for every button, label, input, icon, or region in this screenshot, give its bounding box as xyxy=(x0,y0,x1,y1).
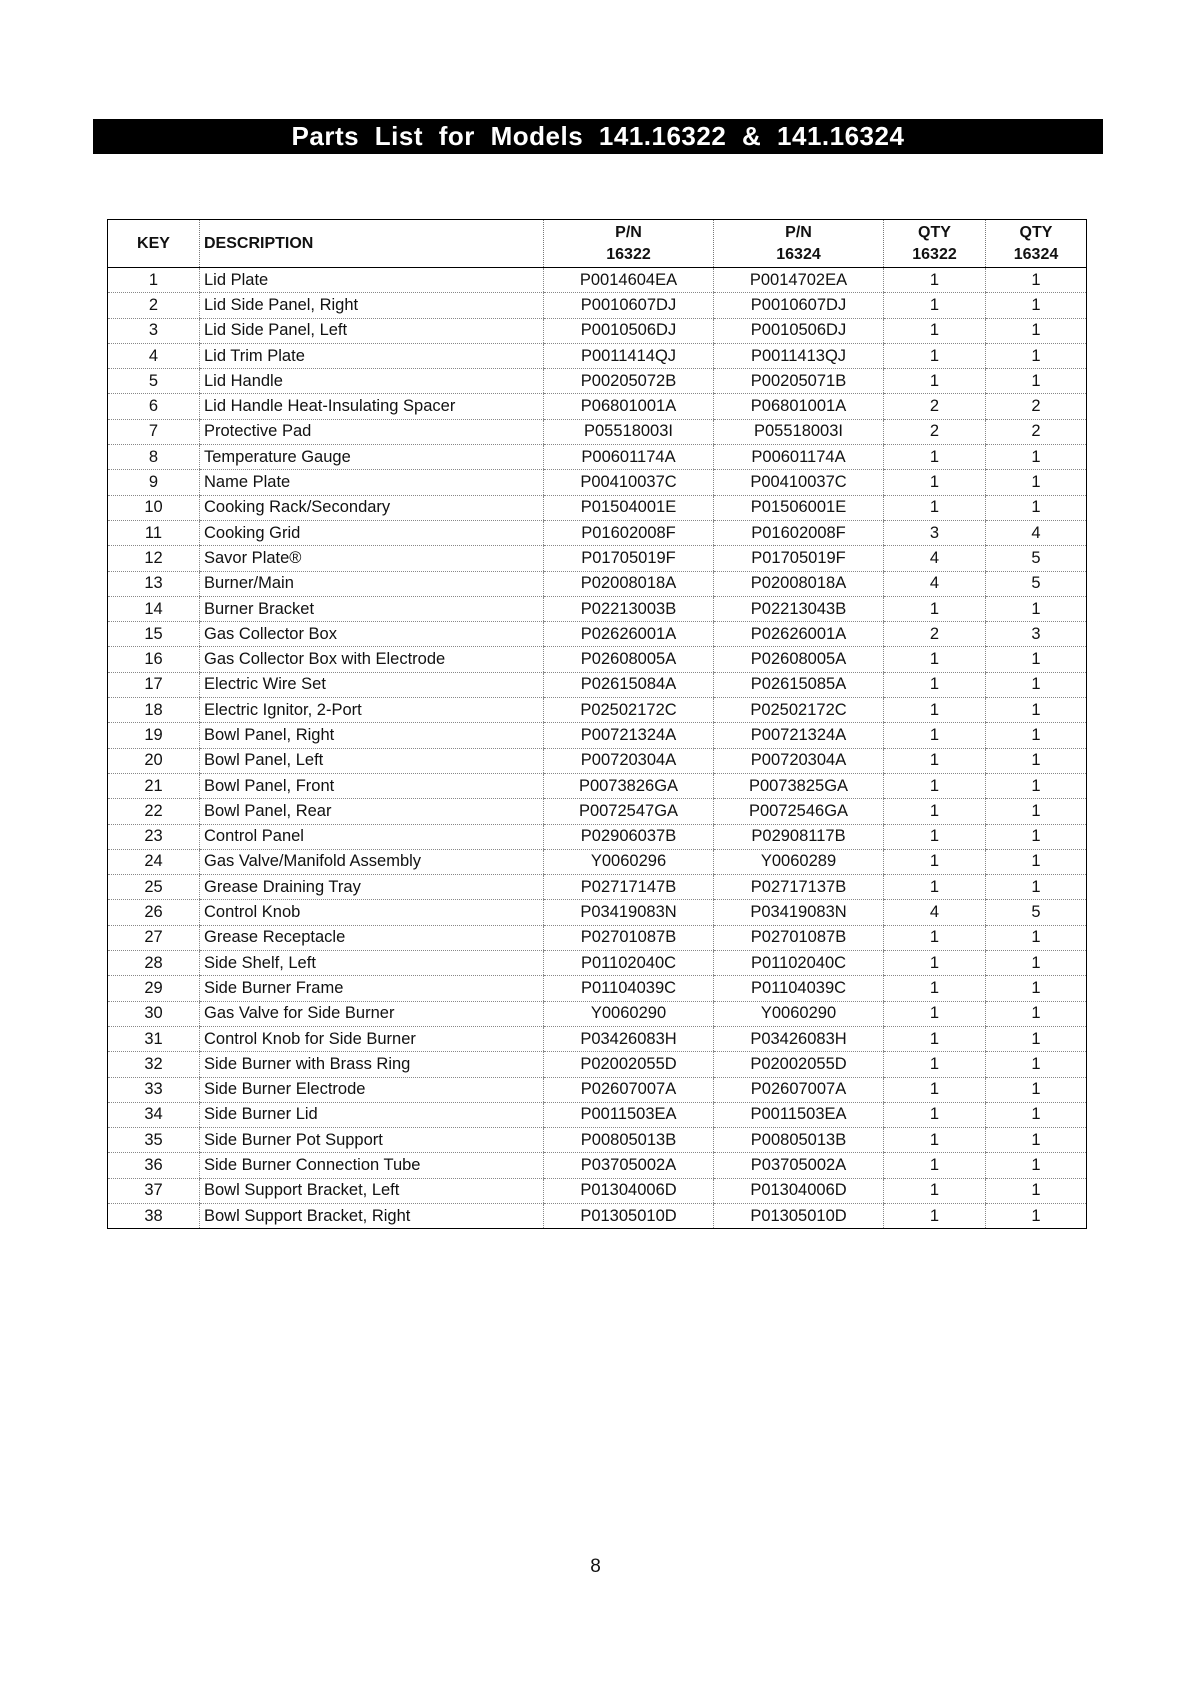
cell-qty-16324: 1 xyxy=(986,293,1087,318)
table-row xyxy=(108,672,1087,697)
cell-description: Lid Handle Heat-Insulating Spacer xyxy=(200,394,544,419)
cell-pn-16322: P01305010D xyxy=(544,1203,714,1228)
cell-qty-16324: 5 xyxy=(986,571,1087,596)
cell-pn-16322: P01102040C xyxy=(544,951,714,976)
cell-key: 22 xyxy=(108,799,200,824)
table-row xyxy=(108,445,1087,470)
cell-pn-16322: P00205072B xyxy=(544,369,714,394)
cell-qty-16322: 1 xyxy=(884,470,986,495)
cell-qty-16322: 1 xyxy=(884,925,986,950)
table-row xyxy=(108,596,1087,621)
table-row xyxy=(108,799,1087,824)
cell-qty-16324: 1 xyxy=(986,951,1087,976)
cell-qty-16322: 1 xyxy=(884,318,986,343)
cell-pn-16324: P01705019F xyxy=(714,546,884,571)
cell-pn-16322: P00720304A xyxy=(544,748,714,773)
cell-qty-16322: 1 xyxy=(884,1052,986,1077)
cell-description: Lid Side Panel, Right xyxy=(200,293,544,318)
cell-key: 34 xyxy=(108,1102,200,1127)
cell-pn-16324: P01102040C xyxy=(714,951,884,976)
cell-pn-16324: P00410037C xyxy=(714,470,884,495)
cell-qty-16324: 2 xyxy=(986,419,1087,444)
cell-pn-16322: P0014604EA xyxy=(544,268,714,293)
table-row xyxy=(108,647,1087,672)
cell-qty-16324: 1 xyxy=(986,1178,1087,1203)
cell-pn-16322: P02608005A xyxy=(544,647,714,672)
cell-key: 27 xyxy=(108,925,200,950)
cell-pn-16324: P0072546GA xyxy=(714,799,884,824)
cell-key: 1 xyxy=(108,268,200,293)
header-pn-16322-bottom: 16322 xyxy=(606,245,651,263)
cell-qty-16322: 1 xyxy=(884,824,986,849)
cell-description: Control Panel xyxy=(200,824,544,849)
table-row xyxy=(108,369,1087,394)
header-pn-16322 xyxy=(544,220,714,268)
cell-qty-16322: 4 xyxy=(884,571,986,596)
cell-description: Gas Valve for Side Burner xyxy=(200,1001,544,1026)
cell-pn-16324: P01602008F xyxy=(714,520,884,545)
table-row xyxy=(108,419,1087,444)
table-row xyxy=(108,1153,1087,1178)
cell-qty-16324: 4 xyxy=(986,520,1087,545)
cell-qty-16324: 1 xyxy=(986,748,1087,773)
table-row xyxy=(108,268,1087,293)
cell-description: Gas Collector Box xyxy=(200,622,544,647)
cell-pn-16322: P01504001E xyxy=(544,495,714,520)
cell-key: 29 xyxy=(108,976,200,1001)
cell-pn-16322: P01104039C xyxy=(544,976,714,1001)
table-row xyxy=(108,723,1087,748)
table-row xyxy=(108,976,1087,1001)
cell-pn-16322: P02502172C xyxy=(544,698,714,723)
cell-pn-16324: P01506001E xyxy=(714,495,884,520)
cell-qty-16324: 1 xyxy=(986,495,1087,520)
cell-description: Cooking Rack/Secondary xyxy=(200,495,544,520)
table-row xyxy=(108,1052,1087,1077)
cell-key: 37 xyxy=(108,1178,200,1203)
cell-key: 18 xyxy=(108,698,200,723)
cell-pn-16324: P02607007A xyxy=(714,1077,884,1102)
cell-qty-16322: 2 xyxy=(884,419,986,444)
table-row xyxy=(108,546,1087,571)
table-row xyxy=(108,1077,1087,1102)
cell-qty-16322: 1 xyxy=(884,976,986,1001)
cell-description: Lid Plate xyxy=(200,268,544,293)
cell-pn-16324: P02615085A xyxy=(714,672,884,697)
cell-key: 26 xyxy=(108,900,200,925)
cell-key: 6 xyxy=(108,394,200,419)
cell-pn-16322: P01602008F xyxy=(544,520,714,545)
cell-qty-16324: 1 xyxy=(986,698,1087,723)
cell-description: Name Plate xyxy=(200,470,544,495)
cell-qty-16324: 1 xyxy=(986,976,1087,1001)
cell-qty-16324: 1 xyxy=(986,1102,1087,1127)
cell-qty-16322: 1 xyxy=(884,951,986,976)
cell-qty-16322: 1 xyxy=(884,1128,986,1153)
cell-qty-16324: 1 xyxy=(986,343,1087,368)
cell-qty-16324: 2 xyxy=(986,394,1087,419)
table-header-row xyxy=(108,220,1087,268)
cell-pn-16322: P00601174A xyxy=(544,445,714,470)
cell-description: Side Burner Electrode xyxy=(200,1077,544,1102)
cell-key: 36 xyxy=(108,1153,200,1178)
header-qty-16322-bottom: 16322 xyxy=(912,245,957,263)
table-row xyxy=(108,925,1087,950)
cell-pn-16324: P03705002A xyxy=(714,1153,884,1178)
cell-description: Burner Bracket xyxy=(200,596,544,621)
table-row xyxy=(108,1128,1087,1153)
cell-qty-16322: 1 xyxy=(884,1203,986,1228)
cell-pn-16324: P0011503EA xyxy=(714,1102,884,1127)
cell-pn-16322: P03426083H xyxy=(544,1026,714,1051)
table-row xyxy=(108,622,1087,647)
table-row xyxy=(108,1102,1087,1127)
table-row xyxy=(108,698,1087,723)
cell-qty-16324: 1 xyxy=(986,369,1087,394)
header-pn-16324-top: P/N xyxy=(785,223,812,241)
cell-key: 12 xyxy=(108,546,200,571)
cell-key: 10 xyxy=(108,495,200,520)
cell-pn-16324: P02502172C xyxy=(714,698,884,723)
cell-qty-16324: 3 xyxy=(986,622,1087,647)
cell-pn-16322: P02717147B xyxy=(544,875,714,900)
cell-pn-16324: P02908117B xyxy=(714,824,884,849)
cell-key: 21 xyxy=(108,773,200,798)
cell-pn-16324: P0010607DJ xyxy=(714,293,884,318)
cell-pn-16322: P02615084A xyxy=(544,672,714,697)
parts-table-body xyxy=(108,268,1087,1229)
cell-qty-16322: 1 xyxy=(884,723,986,748)
table-row xyxy=(108,470,1087,495)
cell-key: 15 xyxy=(108,622,200,647)
cell-pn-16322: P05518003I xyxy=(544,419,714,444)
cell-description: Gas Valve/Manifold Assembly xyxy=(200,849,544,874)
cell-qty-16324: 1 xyxy=(986,1153,1087,1178)
page-number: 8 xyxy=(590,1556,601,1577)
cell-key: 23 xyxy=(108,824,200,849)
cell-key: 2 xyxy=(108,293,200,318)
table-row xyxy=(108,849,1087,874)
cell-pn-16324: P05518003I xyxy=(714,419,884,444)
cell-qty-16324: 1 xyxy=(986,1077,1087,1102)
cell-description: Electric Ignitor, 2-Port xyxy=(200,698,544,723)
cell-qty-16322: 1 xyxy=(884,748,986,773)
cell-key: 16 xyxy=(108,647,200,672)
cell-pn-16322: P03705002A xyxy=(544,1153,714,1178)
cell-pn-16324: P03419083N xyxy=(714,900,884,925)
cell-key: 13 xyxy=(108,571,200,596)
cell-key: 32 xyxy=(108,1052,200,1077)
cell-pn-16324: P03426083H xyxy=(714,1026,884,1051)
cell-pn-16322: P02213003B xyxy=(544,596,714,621)
cell-qty-16322: 1 xyxy=(884,1001,986,1026)
cell-qty-16324: 5 xyxy=(986,900,1087,925)
cell-pn-16322: P06801001A xyxy=(544,394,714,419)
cell-pn-16322: P00410037C xyxy=(544,470,714,495)
cell-qty-16324: 1 xyxy=(986,672,1087,697)
table-row xyxy=(108,900,1087,925)
table-row xyxy=(108,571,1087,596)
cell-pn-16324: P00720304A xyxy=(714,748,884,773)
cell-qty-16324: 1 xyxy=(986,799,1087,824)
cell-pn-16322: P02906037B xyxy=(544,824,714,849)
cell-description: Grease Draining Tray xyxy=(200,875,544,900)
cell-pn-16324: P0011413QJ xyxy=(714,343,884,368)
cell-description: Lid Trim Plate xyxy=(200,343,544,368)
header-qty-16324-bottom: 16324 xyxy=(1013,245,1059,263)
cell-description: Gas Collector Box with Electrode xyxy=(200,647,544,672)
cell-qty-16322: 1 xyxy=(884,495,986,520)
table-row xyxy=(108,748,1087,773)
cell-pn-16324: P00805013B xyxy=(714,1128,884,1153)
cell-qty-16322: 1 xyxy=(884,1102,986,1127)
table-row xyxy=(108,1178,1087,1203)
cell-key: 19 xyxy=(108,723,200,748)
cell-qty-16324: 1 xyxy=(986,445,1087,470)
cell-qty-16322: 1 xyxy=(884,799,986,824)
cell-description: Protective Pad xyxy=(200,419,544,444)
cell-key: 11 xyxy=(108,520,200,545)
cell-description: Side Burner with Brass Ring xyxy=(200,1052,544,1077)
cell-qty-16322: 1 xyxy=(884,698,986,723)
cell-pn-16322: P02701087B xyxy=(544,925,714,950)
cell-pn-16322: P0073826GA xyxy=(544,773,714,798)
cell-pn-16324: P02701087B xyxy=(714,925,884,950)
cell-key: 7 xyxy=(108,419,200,444)
cell-qty-16324: 1 xyxy=(986,849,1087,874)
cell-qty-16324: 1 xyxy=(986,470,1087,495)
table-row xyxy=(108,773,1087,798)
header-pn-16324 xyxy=(714,220,884,268)
cell-description: Control Knob for Side Burner xyxy=(200,1026,544,1051)
cell-description: Bowl Support Bracket, Left xyxy=(200,1178,544,1203)
cell-qty-16322: 1 xyxy=(884,445,986,470)
cell-pn-16324: P02608005A xyxy=(714,647,884,672)
header-pn-16322-top: P/N xyxy=(615,223,642,241)
cell-key: 24 xyxy=(108,849,200,874)
cell-key: 31 xyxy=(108,1026,200,1051)
cell-qty-16324: 1 xyxy=(986,1128,1087,1153)
table-row xyxy=(108,951,1087,976)
cell-description: Bowl Panel, Left xyxy=(200,748,544,773)
cell-pn-16322: P0011414QJ xyxy=(544,343,714,368)
cell-key: 30 xyxy=(108,1001,200,1026)
cell-qty-16322: 1 xyxy=(884,849,986,874)
cell-pn-16324: P00601174A xyxy=(714,445,884,470)
cell-pn-16324: P02002055D xyxy=(714,1052,884,1077)
parts-table xyxy=(107,219,1087,1229)
cell-description: Cooking Grid xyxy=(200,520,544,545)
cell-qty-16322: 1 xyxy=(884,1077,986,1102)
cell-pn-16322: P0010607DJ xyxy=(544,293,714,318)
table-row xyxy=(108,520,1087,545)
header-key: KEY xyxy=(108,220,200,268)
cell-pn-16324: Y0060289 xyxy=(714,849,884,874)
cell-pn-16322: P02008018A xyxy=(544,571,714,596)
cell-key: 14 xyxy=(108,596,200,621)
table-row xyxy=(108,318,1087,343)
cell-qty-16322: 1 xyxy=(884,672,986,697)
cell-key: 17 xyxy=(108,672,200,697)
table-row xyxy=(108,495,1087,520)
cell-pn-16322: P0072547GA xyxy=(544,799,714,824)
cell-key: 8 xyxy=(108,445,200,470)
cell-key: 35 xyxy=(108,1128,200,1153)
cell-pn-16322: P02626001A xyxy=(544,622,714,647)
cell-pn-16324: P00721324A xyxy=(714,723,884,748)
table-row xyxy=(108,1026,1087,1051)
cell-pn-16324: P0010506DJ xyxy=(714,318,884,343)
cell-pn-16322: P00721324A xyxy=(544,723,714,748)
header-qty-16322 xyxy=(884,220,986,268)
cell-qty-16324: 1 xyxy=(986,723,1087,748)
cell-key: 5 xyxy=(108,369,200,394)
cell-key: 9 xyxy=(108,470,200,495)
cell-pn-16322: P02002055D xyxy=(544,1052,714,1077)
cell-qty-16322: 1 xyxy=(884,1153,986,1178)
cell-qty-16322: 1 xyxy=(884,343,986,368)
table-row xyxy=(108,1203,1087,1228)
cell-description: Side Burner Lid xyxy=(200,1102,544,1127)
table-row xyxy=(108,875,1087,900)
cell-qty-16324: 1 xyxy=(986,647,1087,672)
cell-description: Side Burner Pot Support xyxy=(200,1128,544,1153)
cell-pn-16324: P02717137B xyxy=(714,875,884,900)
cell-description: Lid Side Panel, Left xyxy=(200,318,544,343)
cell-pn-16324: P06801001A xyxy=(714,394,884,419)
cell-key: 38 xyxy=(144,1206,163,1225)
cell-pn-16322: P01705019F xyxy=(544,546,714,571)
cell-pn-16324: P02213043B xyxy=(714,596,884,621)
cell-qty-16324: 1 xyxy=(986,268,1087,293)
cell-qty-16324: 1 xyxy=(986,596,1087,621)
cell-qty-16322: 2 xyxy=(884,394,986,419)
cell-pn-16324: P0073825GA xyxy=(714,773,884,798)
cell-pn-16322: Y0060296 xyxy=(544,849,714,874)
cell-qty-16322: 1 xyxy=(884,1178,986,1203)
cell-description: Lid Handle xyxy=(200,369,544,394)
cell-pn-16324: P01104039C xyxy=(714,976,884,1001)
table-row xyxy=(108,343,1087,368)
cell-pn-16322: P00805013B xyxy=(544,1128,714,1153)
table-row xyxy=(108,1001,1087,1026)
cell-key: 33 xyxy=(108,1077,200,1102)
cell-description: Burner/Main xyxy=(200,571,544,596)
cell-pn-16322: P0010506DJ xyxy=(544,318,714,343)
cell-key: 3 xyxy=(108,318,200,343)
cell-pn-16324: Y0060290 xyxy=(714,1001,884,1026)
cell-qty-16324: 1 xyxy=(986,773,1087,798)
header-pn-16324-bottom: 16324 xyxy=(776,245,821,263)
cell-description: Side Burner Frame xyxy=(200,976,544,1001)
table-row xyxy=(108,293,1087,318)
cell-description: Bowl Panel, Rear xyxy=(200,799,544,824)
cell-qty-16322: 2 xyxy=(884,622,986,647)
cell-description: Savor Plate® xyxy=(200,546,544,571)
cell-description: Control Knob xyxy=(200,900,544,925)
cell-key: 20 xyxy=(108,748,200,773)
cell-description: Grease Receptacle xyxy=(200,925,544,950)
cell-qty-16324: 1 xyxy=(986,875,1087,900)
header-description: DESCRIPTION xyxy=(200,220,544,268)
header-qty-16324-top: QTY xyxy=(1019,223,1053,241)
cell-qty-16324: 1 xyxy=(986,1026,1087,1051)
cell-qty-16322: 1 xyxy=(884,596,986,621)
cell-description: Temperature Gauge xyxy=(200,445,544,470)
cell-qty-16322: 1 xyxy=(884,647,986,672)
cell-key: 4 xyxy=(108,343,200,368)
header-qty-16324 xyxy=(986,220,1087,268)
cell-qty-16324: 1 xyxy=(986,824,1087,849)
cell-qty-16322: 4 xyxy=(884,900,986,925)
cell-pn-16322: P0011503EA xyxy=(544,1102,714,1127)
cell-qty-16324: 1 xyxy=(986,925,1087,950)
cell-qty-16322: 1 xyxy=(884,773,986,798)
table-row xyxy=(108,394,1087,419)
cell-pn-16324: P01304006D xyxy=(714,1178,884,1203)
cell-description: Bowl Panel, Front xyxy=(200,773,544,798)
cell-description: Bowl Support Bracket, Right xyxy=(200,1203,544,1228)
cell-qty-16322: 4 xyxy=(884,546,986,571)
table-row xyxy=(108,824,1087,849)
cell-pn-16324: P00205071B xyxy=(714,369,884,394)
cell-pn-16324: P01305010D xyxy=(714,1203,884,1228)
cell-description: Side Burner Connection Tube xyxy=(200,1153,544,1178)
cell-qty-16324: 5 xyxy=(986,546,1087,571)
cell-qty-16324: 1 xyxy=(986,1203,1087,1228)
cell-pn-16322: P02607007A xyxy=(544,1077,714,1102)
page-title: Parts List for Models 141.16322 & 141.16324 xyxy=(93,119,1103,154)
cell-qty-16322: 1 xyxy=(884,875,986,900)
cell-qty-16322: 1 xyxy=(884,293,986,318)
cell-key: 25 xyxy=(108,875,200,900)
cell-pn-16324: P02008018A xyxy=(714,571,884,596)
cell-qty-16324: 1 xyxy=(986,1052,1087,1077)
cell-qty-16324: 1 xyxy=(986,1001,1087,1026)
cell-qty-16322: 3 xyxy=(884,520,986,545)
cell-qty-16324: 1 xyxy=(986,318,1087,343)
cell-pn-16322: Y0060290 xyxy=(544,1001,714,1026)
cell-description: Electric Wire Set xyxy=(200,672,544,697)
cell-key: 28 xyxy=(108,951,200,976)
cell-pn-16324: P0014702EA xyxy=(714,268,884,293)
cell-pn-16322: P01304006D xyxy=(544,1178,714,1203)
cell-qty-16322: 1 xyxy=(884,369,986,394)
header-qty-16322-top: QTY xyxy=(918,223,951,241)
cell-description: Bowl Panel, Right xyxy=(200,723,544,748)
cell-description: Side Shelf, Left xyxy=(200,951,544,976)
cell-pn-16322: P03419083N xyxy=(544,900,714,925)
cell-qty-16322: 1 xyxy=(884,1026,986,1051)
cell-qty-16322: 1 xyxy=(884,268,986,293)
cell-pn-16324: P02626001A xyxy=(714,622,884,647)
